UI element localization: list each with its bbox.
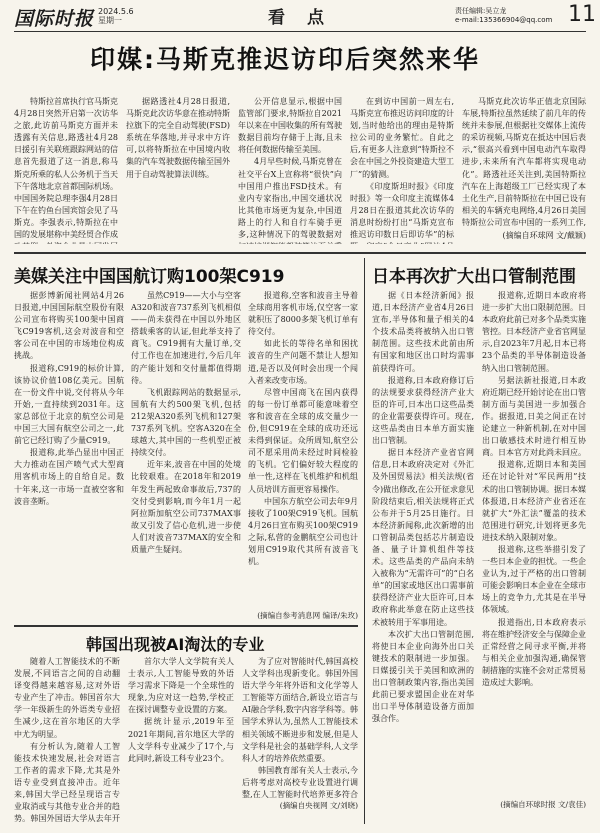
section-divider-2 [14,625,358,627]
headline-korea: 韩国出现被AI淘汰的专业 [86,635,265,654]
japan-paragraph-4: 本次扩大出口管制范围,将使日本企业向海外出口关键技术的限制进一步加强。日媒援引关于美国和欧洲的出口管制政策内容,指出美国此前已要求盟国企业在对华出口半导体制造设备方面加强合作。 [372,629,474,724]
musk-column-5 [462,96,586,244]
korea-column-2 [128,656,234,824]
korea-paragraph-1: 随着人工智能技术的不断发展,不同语言之间的自动翻译变得越来越容易,这对外语专业产生了冲击。韩国首尔大学一年级新生的外语类专业招生减少,这在首尔地区的大学中尤为明显。 [14,657,120,739]
musk-credit: (摘编自环球网 文/戴颖) [502,231,586,240]
korea-credit: (摘编自央视网 文/刘晓) [279,801,358,810]
editor-info [455,7,552,25]
headline-japan: 日本再次扩大出口管制范围 [372,267,576,287]
c919-column-2 [131,290,241,622]
page-number: 11 [568,2,596,27]
editor-email: e-mail:135366904@qq.com [455,16,553,24]
musk-column-3 [238,96,342,244]
japan-paragraph-3: 据日本经济产业省官网信息,日本政府决定对《外汇及外国贸易法》相关法规(省令)做出修改,在公开征求意见阶段结束后,相关法规将正式公布并于5月25日施行。日本经济新闻称,此次新增的出口管制品类包括芯片制造设备、量子计算机组件等技术。这些品类的产品向未纳入被称为“无需许可”的“白名单”的国家或地区出口需事前获得经济产业大臣许可,日本政府称此举意在防止这些技术被转用于军事用途。 [372,448,474,627]
section-divider-1 [14,252,586,254]
musk-paragraph-4: 4月早些时候,马斯克曾在社交平台X上宣称将“很快”向中国用户推出FSD技术。有业内专家指出,中国交通状况比其他市场更为复杂,中国道路上的行人和自行车骑手更多,这种情况下的驾驶数据对 [238,157,342,240]
korea-column-3-body [242,656,358,800]
japan-paragraph-8: 报道称,这些举措引发了一些日本企业的担忧。一些企业认为,过于严格的出口管制可能会影响日本企业在全球市场上的竞争力,尤其是在半导体领域。 [482,544,586,615]
editor-name: 责任编辑:吴立龙 [455,7,507,15]
musk-column-2 [126,96,230,244]
c919-paragraph-10: 中国东方航空公司去年9月接收了100架C919飞机。国航4月26日宣布购买100架C919之际,私营的金鹏航空公司也计划用C919取代其所有波音飞机。 [248,496,358,567]
japan-paragraph-5: 报道称,近期日本政府将进一步扩大出口限制范围。日本政府此前已对多个品类实施管控。日本经济产业省官网显示,自2023年7月起,日本已将23个品类的半导体制造设备纳入出口管制范围。 [482,291,586,373]
korea-column-1 [14,656,120,824]
japan-paragraph-9: 报道指出,日本政府表示将在维护经济安全与保障企业正常经营之间寻求平衡,并将与相关企业加强沟通,确保管制措施的实施不会对正常贸易造成过大影响。 [482,617,586,687]
c919-column-3 [248,290,358,622]
weekday: 星期一 [98,16,122,25]
masthead: 国际时报 [14,8,95,30]
c919-column-1 [14,290,124,622]
c919-paragraph-3: 报道称,此举凸显出中国正大力推动在国产喷气式大型商用客机市场上的自给自足。数十年来,这一市场一直被空客和波音垄断。 [14,448,124,506]
c919-paragraph-2: 报道称,C919的标价计算,该协议价值108亿美元。国航在一份文件中说,交付将从今年开始,一直持续到2031年。这家总部位于北京的航空公司是中国三大国有航空公司之一,此前它已经订购了少量C919。 [14,363,124,446]
korea-paragraph-5: 为了应对智能时代,韩国高校人文学科出现新变化。韩国外国语大学今年将外语和文化学等人工智能等方面结合,新设立语言与AI融合学科,数字内容学科等。韩国学术界认为,虽然人工智能技术相关领域不断进步和发展,但是人文学科是社会的基础学科,人文学科人才的培养依然重要。 [242,657,358,763]
japan-column-1 [372,290,474,823]
column-divider [364,258,365,824]
c919-credit: (摘编自参考消息网 编译/朱玫) [257,611,358,620]
musk-paragraph-5: 在到访中国前一周左右,马斯克宣布推迟访问印度的计划,当时他给出的理由是特斯拉公司的业务繁忙。自此之后,有更多人注意到“特斯拉不会在中国之外投资建造大型工厂”的猜测。 [350,97,454,179]
musk-paragraph-2: 据路透社4月28日报道,马斯克此次访华意在推动特斯拉旗下的完全自动驾驶(FSD)系统在华落地,并寻求中方许可,以将特斯拉在中国境内收集的汽车驾驶数据传输至国外用于自动驾驶算法训练。 [126,97,230,179]
musk-column-4 [350,96,454,244]
page-header [0,0,600,30]
header-rule [14,31,586,32]
japan-credit: (摘编自环球时报 文/袁佳) [500,800,586,809]
korea-paragraph-6: 韩国教育部有关人士表示,今后将考虑对高校专业设置进行调整,在人工智能时代培养更多符合 [242,765,358,800]
musk-paragraph-6: 《印度斯坦时报》《印度时报》等一众印度主流媒体4月28日在报道其此次访华的消息时纷纷打出“马斯克宣布推迟访印数日后即访华”的标 [350,181,454,240]
musk-paragraph-3: 公开信息显示,根据中国监管部门要求,特斯拉自2021年以来在中国收集的所有驾驶数据目前均存储于上海,且未将任何数据传输至美国。 [238,97,342,155]
musk-paragraph-7: 马斯克此次访华正值北京国际车展,特斯拉虽然延续了前几年的传统并未参展,但根据社交媒体上流传的采访视频,马斯克在抵达中国后表示,“很高兴看到中国电动汽车取得进步,未来所有汽车都将实现电动化”。路透社还关注到,美国特斯拉汽车在上海超级工厂已经实现了本土化生产,目前特斯拉在中国已设有相关的车辆充电网络,4月26日美国特斯拉公司宣布中国的一系列工作, [462,97,586,227]
c919-paragraph-7: 报道称,空客和波音主导着全球商用客机市场,仅空客一家就积压了8000多架飞机订单有待交付。 [248,291,358,337]
date: 2024.5.6 [98,7,134,16]
c919-paragraph-1: 据彭博新闻社网站4月26日报道,中国国际航空股份有限公司宣布将购买100架中国商飞C919客机,这会对波音和空客公司在中国的市场地位构成挑战。 [14,291,124,361]
c919-paragraph-9: 尽管中国商飞在国内获得的每一份订单都可能意味着空客和波音在全球的成交量少一份,但C919在全球的成功还远未得到保证。众所周知,航空公司不愿采用尚未经过时间检验的飞机。它们偏好较大程度的单一性,这样在飞机维护和机组人员培训方面更容易操作。 [248,387,358,494]
section-title: 看 点 [268,8,332,28]
japan-paragraph-2: 报道称,日本政府修订后的法规要求获得经济产业大臣的许可,日本出口这些品类的企业需要获得许可。现在,这些品类由日本单方面实施出口管制。 [372,375,474,446]
c919-paragraph-5: 飞机跟踪网站的数据显示,国航有大约500架飞机,包括212架A320系列飞机和127架737系列飞机。空客A320在全球越大,其中国的一些机型正被持续交付。 [131,387,241,458]
japan-paragraph-1: 据《日本经济新闻》报道,日本经济产业省4月26日宣布,半导体和量子相关的4个技术品类将被纳入出口管制范围。这些技术此前由所有国家和地区出口时均需事前获得许可。 [372,291,474,373]
headline-c919: 美媒关注中国国航订购100架C919 [14,267,285,287]
korea-paragraph-3: 首尔大学人文学院有关人士表示,人工智能导致的外语学习需求下降是一个全球性的现象,为应对这一趋势,学校正在探讨调整专业设置的方案。 [128,657,234,715]
japan-column-2-body [482,290,586,799]
headline-musk: 印媒:马斯克推迟访印后突然来华 [90,45,480,74]
korea-column-3 [242,656,358,824]
c919-paragraph-6: 近年来,波音在中国的处境比较艰难。在2018年和2019年发生两起致命事故后,737的交付受到影响,而今年1月一起阿拉斯加航空公司737MAX事故又引发了信心危机,进一步使人们对波音737MAX的安全和质量产生疑问。 [131,460,241,554]
musk-paragraph-1: 特斯拉首席执行官马斯克4月28日突然开启第一次访华之旅,此访前马斯克方面并未透露有关信息,路透社4月28日援引有关联班跟踪网站的信息首先报道了这一消息,称马斯克所乘的私人公务机于当天下午落地北京首都国际机场。中国国务院总理李强4月28日下午在钓鱼台国宾馆会见了马斯克。李强表示,特斯拉在中国的发展堪称中美经贸合作成 [14,97,118,240]
musk-column-1 [14,96,118,244]
c919-paragraph-4: 虽然C919——大小与空客A320和波音737系列飞机相似——尚未获得在中国以外地区搭载乘客的认证,但此举支持了商飞。C919拥有大量订单,交付工作也在加速进行,今后几年的产能计划和交付量都值得期待。 [131,291,241,385]
korea-paragraph-2: 有分析认为,随着人工智能技术快速发展,社会对语言工作者的需求下降,尤其是外语专业受到直接冲击。近年来,韩国大学已经呈现语言专业取消或与其他专业合并的趋势。韩国外国语大学从去年开 [14,741,120,824]
c919-paragraph-8: 如此长的等待名单和困扰波音的生产问题不禁让人想知道,是否以及何时会出现一个闯入者来改变市场。 [248,339,358,385]
japan-paragraph-7: 报道称,近期日本和美国还在讨论针对“军民两用”技术的出口管制协调。据日本媒体报道,日本经济产业省还在就扩大“外汇法”覆盖的技术范围进行研究,计划将更多先进技术纳入限制对象。 [482,460,586,542]
japan-column-2 [482,290,586,823]
japan-paragraph-6: 另据法新社报道,日本政府近期已经开始讨论在出口管制方面与美国进一步加强合作。据报道,日美之间正在讨论建立一种新机制,在对中国出口敏感技术时进行相互协商。日本官方对此尚未回应。 [482,375,586,458]
korea-paragraph-4: 据统计显示,2019年至2021年期间,首尔地区大学的人文学科专业减少了17个,与此同时,新设工科专业23个。 [128,717,234,763]
issue-date [98,7,134,25]
